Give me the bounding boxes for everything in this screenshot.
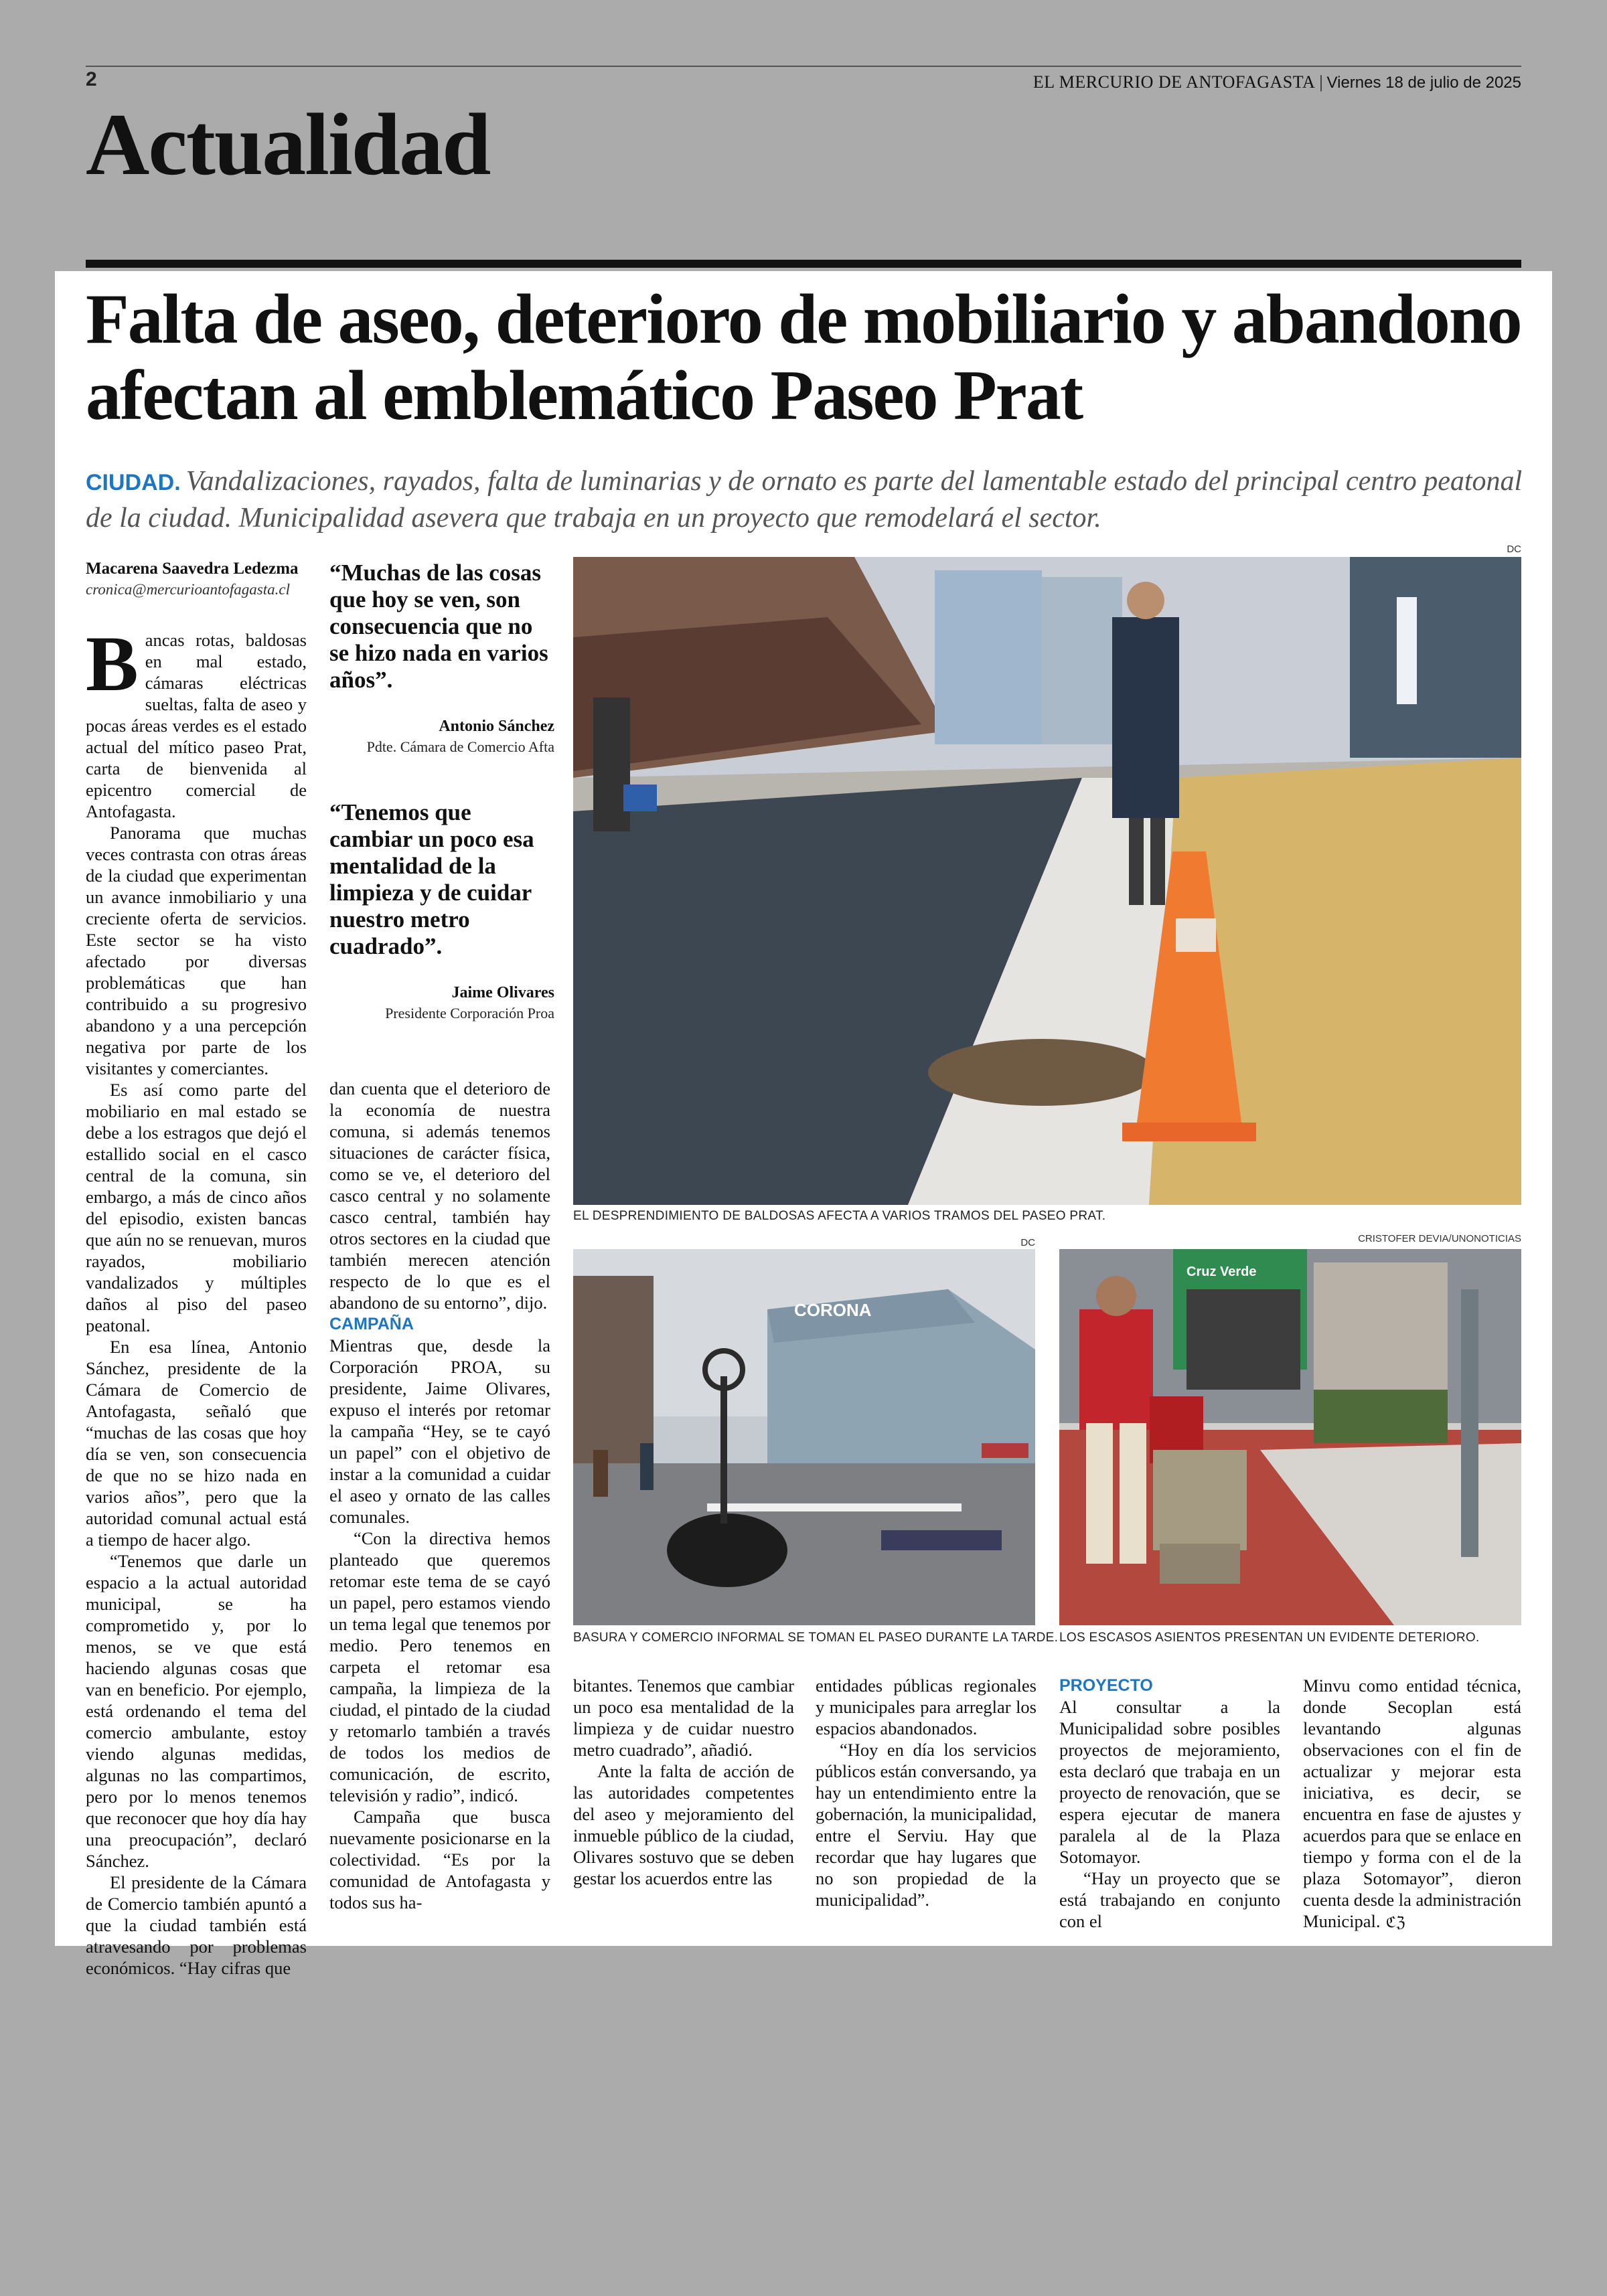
paragraph: Panorama que muchas veces contrasta con otras áreas de la ciudad que experimentan un avance inmobiliario y una creciente oferta de servicios. Este sector se ha visto afectado por diversas problemáticas que han contribuido a su progresivo abandono y a una percepción negativa por parte de los visitantes y comerciantes. bbox=[86, 823, 307, 1078]
body-column-4 bbox=[816, 1675, 1037, 1910]
corona-sign-text: CORONA bbox=[794, 1300, 872, 1320]
paragraph: Mientras que, desde la Corporación PROA, su presidente, Jaime Olivares, expuso el interés por retomar la campaña “Hey, se te cayó un papel” con el objetivo de instar a la comunidad a cuidar el aseo y ornato de las calles comunales. bbox=[329, 1335, 550, 1527]
right-photo-credit: CRISTOFER DEVIA/UNONOTICIAS bbox=[1358, 1233, 1521, 1244]
kicker-label: CIUDAD. bbox=[86, 470, 181, 495]
byline bbox=[86, 560, 307, 598]
main-photo-credit: DC bbox=[1507, 544, 1521, 555]
drop-cap: B bbox=[86, 620, 139, 708]
top-rule bbox=[86, 66, 1521, 67]
paragraph: Ante la falta de acción de las autoridades competentes del aseo y mejoramiento del inmueble público de la ciudad, Olivares sostuvo que se deben gestar los acuerdos entre las bbox=[573, 1761, 794, 1888]
paragraph: “Hay un proyecto que se está trabajando en conjunto con el bbox=[1059, 1868, 1280, 1931]
masthead-separator: | bbox=[1319, 72, 1323, 92]
pull-quote-olivares bbox=[329, 799, 554, 1022]
body-column-6 bbox=[1303, 1675, 1521, 1934]
pull-quote-name: Antonio Sánchez bbox=[439, 718, 554, 735]
main-photo-caption: EL DESPRENDIMIENTO DE BALDOSAS AFECTA A VARIOS TRAMOS DEL PASEO PRAT. bbox=[573, 1209, 1106, 1223]
newspaper-name: EL MERCURIO DE ANTOFAGASTA bbox=[1032, 72, 1316, 92]
paragraph: En esa línea, Antonio Sánchez, presidente de la Cámara de Comercio de Antofagasta, señaló que “muchas de las cosas que hoy día se ven, son consecuencia de que no se hizo nada en varios años”, pero que la autoridad comunal actual está a tiempo de hacer algo. bbox=[86, 1337, 307, 1550]
paragraph: “Tenemos que darle un espacio a la actual autoridad municipal, se ha comprometido y, por lo menos, se ve que está haciendo algunas cosas que van en beneficio. Por ejemplo, está ordenando el tema del comercio ambulante, estoy viendo algunas medidas, algunas no las compartimos, pero por lo menos tenemos que reconocer que hoy día hay una preocupación”, declaró Sánchez. bbox=[86, 1551, 307, 1871]
article-headline: Falta de aseo, deterioro de mobiliario y abandono afectan al emblemático Paseo Prat bbox=[86, 280, 1521, 435]
paragraph: “Hoy en día los servicios públicos están conversando, ya hay un entendimiento entre la gobernación, la municipalidad, entre el Serviu. Hay que recordar que hay lugares que no son propiedad de la municipalidad”. bbox=[816, 1740, 1037, 1910]
article-kicker bbox=[86, 463, 1525, 536]
body-column-5 bbox=[1059, 1675, 1280, 1932]
subhead-campana: CAMPAÑA bbox=[329, 1315, 414, 1333]
pull-quote-text: “Tenemos que cambiar un poco esa mentalidad de la limpieza y de cuidar nuestro metro cuadrado”. bbox=[329, 799, 534, 959]
cruz-verde-sign-text: Cruz Verde bbox=[1187, 1264, 1257, 1279]
right-photo bbox=[1059, 1249, 1521, 1625]
kicker-text: Vandalizaciones, rayados, falta de luminarias y de ornato es parte del lamentable estado del principal centro peatonal de la ciudad. Municipalidad asevera que trabaja en un proyecto que remodelará el sector. bbox=[86, 466, 1523, 534]
paragraph: entidades públicas regionales y municipales para arreglar los espacios abandonados. bbox=[816, 1675, 1037, 1738]
section-title: Actualidad bbox=[86, 95, 490, 193]
paragraph: Minvu como entidad técnica, donde Secoplan está levantando algunas observaciones con el fin de actualizar y mejorar esta iniciativa, es decir, se encuentra en fase de ajustes y acuerdos para que se enlace en tiempo y forma con el de la plaza Sotomayor”, dieron cuenta desde la administración Municipal. ℭℨ bbox=[1303, 1675, 1521, 1931]
issue-date: Viernes 18 de julio de 2025 bbox=[1326, 74, 1521, 92]
end-mark-icon: ℭℨ bbox=[1385, 1914, 1405, 1931]
pull-quote-name: Jaime Olivares bbox=[451, 984, 554, 1001]
author-name: Macarena Saavedra Ledezma bbox=[86, 560, 299, 578]
paragraph: El presidente de la Cámara de Comercio también apuntó a que la ciudad también está atravesando por problemas económicos. “Hay cifras que bbox=[86, 1872, 307, 1978]
body-column-1 bbox=[86, 620, 307, 1979]
paragraph: Campaña que busca nuevamente posicionarse en la colectividad. “Es por la comunidad de Antofagasta y todos sus ha- bbox=[329, 1807, 550, 1912]
right-photo-caption: LOS ESCASOS ASIENTOS PRESENTAN UN EVIDENTE DETERIORO. bbox=[1059, 1631, 1480, 1645]
pull-quote-role: Presidente Corporación Proa bbox=[385, 1005, 554, 1021]
body-column-3 bbox=[573, 1675, 794, 1889]
pull-quote-role: Pdte. Cámara de Comercio Afta bbox=[366, 738, 554, 755]
pull-quote-sanchez bbox=[329, 560, 554, 756]
body-column-2 bbox=[329, 1078, 550, 1913]
page-number: 2 bbox=[86, 68, 97, 90]
pull-quote-text: “Muchas de las cosas que hoy se ven, son consecuencia que no se hizo nada en varios años”. bbox=[329, 560, 548, 693]
author-email: cronica@mercurioantofagasta.cl bbox=[86, 581, 290, 598]
left-photo-credit: DC bbox=[1020, 1237, 1035, 1248]
paragraph: bitantes. Tenemos que cambiar un poco esa mentalidad de la limpieza y de cuidar nuestro metro cuadrado”, añadió. bbox=[573, 1675, 794, 1760]
left-photo-caption: BASURA Y COMERCIO INFORMAL SE TOMAN EL PASEO DURANTE LA TARDE. bbox=[573, 1631, 1059, 1645]
subhead-proyecto: PROYECTO bbox=[1059, 1676, 1153, 1695]
paragraph: Bancas rotas, baldosas en mal estado, cámaras eléctricas sueltas, falta de aseo y pocas áreas verdes es el estado actual del mítico paseo Prat, carta de bienvenida al epicentro comercial de Antofagasta. bbox=[86, 620, 307, 821]
left-photo bbox=[573, 1249, 1035, 1625]
masthead bbox=[1033, 72, 1521, 92]
paragraph: Es así como parte del mobiliario en mal estado se debe a los estragos que dejó el estallido social en el casco central de la comuna, sin embargo, a más de cinco años del episodio, existen bancas que aún no se renuevan, muros rayados, mobiliario vandalizados y múltiples daños al piso del paseo peatonal. bbox=[86, 1080, 307, 1335]
paragraph: Al consultar a la Municipalidad sobre posibles proyectos de mejoramiento, esta declaró que trabaja en un proyecto de renovación, que se espera ejecutar de manera paralela al de la Plaza Sotomayor. bbox=[1059, 1697, 1280, 1867]
paragraph: “Con la directiva hemos planteado que queremos retomar este tema de se cayó un papel, pero estamos viendo un tema legal que tenemos por medio. Pero tenemos en carpeta el retomar esa campaña, la limpieza de la ciudad, el pintado de la ciudad y retomarlo también a través de todos los medios de comunicación, de escrito, televisión y radio”, indicó. bbox=[329, 1528, 550, 1805]
section-rule bbox=[86, 260, 1521, 268]
main-photo bbox=[573, 557, 1521, 1205]
paragraph: dan cuenta que el deterioro de la economía de nuestra comuna, si además tenemos situaciones de carácter física, como se ve, el deterioro del casco central y no solamente casco central, también hay otros sectores en la ciudad que también merecen atención respecto de lo que es el abandono de su entorno”, dijo. bbox=[329, 1078, 550, 1313]
